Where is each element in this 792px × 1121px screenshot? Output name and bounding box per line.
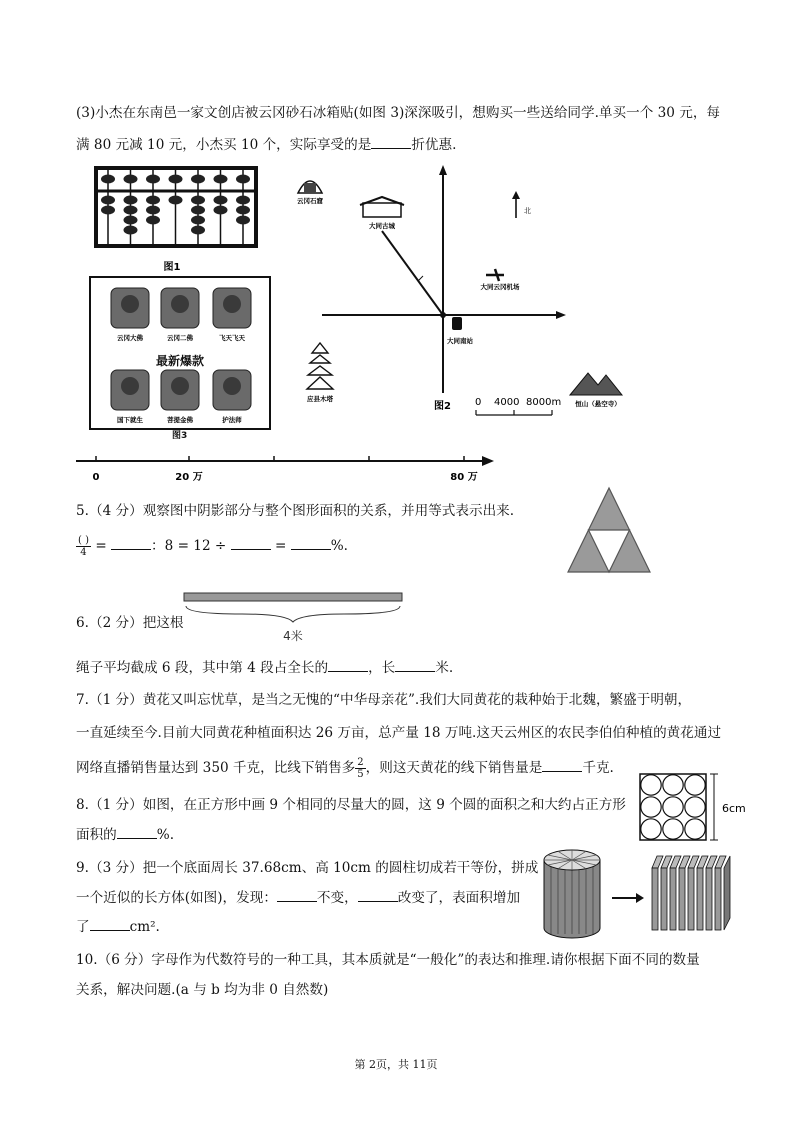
cuboid-slice — [652, 868, 658, 930]
souvenir-label: 云冈大佛 — [117, 334, 143, 342]
abacus-bead — [146, 206, 160, 215]
abacus-bead — [236, 196, 250, 205]
q6-line2a: 绳子平均截成 6 段，其中第 4 段占全长的 — [76, 660, 329, 676]
q6-blank-1[interactable] — [328, 659, 368, 672]
figure3-label: 图3 — [172, 431, 188, 441]
q9-line3a: 了 — [76, 919, 90, 935]
abacus-bead — [146, 196, 160, 205]
abacus-bead — [191, 226, 205, 235]
airplane-icon — [486, 269, 504, 281]
q10-line1: 10.（6 分）字母作为代数符号的一种工具，其本质就是“一般化”的表达和推理.请你根据下面不同的数量 — [76, 952, 700, 968]
q3-line2-text: 满 80 元减 10 元，小杰买 10 个，实际享受的是 — [76, 137, 372, 153]
q6-text: 6.（2 分）把这根 — [76, 615, 184, 631]
q5-blank-2[interactable] — [231, 537, 271, 550]
abacus-bead — [101, 196, 115, 205]
q5-frac-num: ( ) — [78, 535, 89, 546]
q8-circles-figure — [638, 772, 754, 844]
q7-line3 — [76, 756, 614, 780]
cuboid-slices — [652, 856, 730, 930]
abacus-bead — [124, 175, 138, 184]
abacus-bead — [191, 175, 205, 184]
place-hengshan: 恒山（悬空寺） — [575, 400, 621, 408]
inscribed-circle — [641, 775, 661, 795]
side-length-label: 6cm — [722, 802, 746, 815]
cuboid-slice — [670, 868, 676, 930]
abacus-bead — [169, 175, 183, 184]
q7-frac-num: 2 — [357, 757, 364, 768]
q9-line2 — [76, 886, 520, 906]
abacus-bead — [191, 216, 205, 225]
abacus-bead — [146, 216, 160, 225]
q9-line1: 9.（3 分）把一个底面周长 37.68cm、高 10cm 的圆柱切成若干等份，拼成 — [76, 860, 539, 876]
tick-80w: 80 万 — [450, 472, 478, 483]
abacus-bead — [101, 206, 115, 215]
q9-line2c: 改变了，表面积增加 — [397, 890, 521, 906]
place-yingxian-pagoda: 应县木塔 — [307, 395, 333, 403]
wooden-pagoda-icon — [307, 343, 333, 389]
place-datong-airport: 大同云冈机场 — [480, 283, 520, 291]
q6-line2c: 米. — [435, 660, 454, 676]
q8-line2a: 面积的 — [76, 827, 117, 843]
figure3-panel — [89, 276, 271, 430]
q7-line1: 7.（1 分）黄花又叫忘忧草，是当之无愧的“中华母亲花”.我们大同黄花的栽种始于北魏，繁盛于明朝， — [76, 692, 692, 708]
q5-equation — [76, 534, 348, 558]
q9-cylinder-figure — [540, 846, 736, 942]
abacus-bead — [191, 206, 205, 215]
q5-blank-1[interactable] — [111, 537, 151, 550]
inscribed-circle — [685, 775, 705, 795]
inscribed-circle — [685, 797, 705, 817]
map-axis-arrow-up — [439, 165, 447, 175]
q9-blank-2[interactable] — [358, 889, 398, 902]
q8-line2b: %. — [156, 827, 175, 843]
scale-4000: 4000 — [494, 397, 520, 408]
mountain-icon — [570, 373, 622, 395]
north-label: 北 — [524, 207, 531, 215]
q8-line1: 8.（1 分）如图，在正方形中画 9 个相同的尽量大的圆，这 9 个圆的面积之和大约占正方形 — [76, 797, 626, 813]
inscribed-circle — [663, 819, 683, 839]
q8-blank[interactable] — [117, 826, 157, 839]
q7-line3b: ，则这天黄花的线下销售量是 — [365, 760, 543, 776]
q6-line2b: ，长 — [368, 660, 396, 676]
q9-blank-3[interactable] — [90, 918, 130, 931]
scale-8000: 8000m — [526, 397, 562, 408]
inscribed-circle — [641, 819, 661, 839]
q9-line3 — [76, 915, 160, 935]
q5-fraction — [76, 535, 91, 558]
abacus-bead — [191, 196, 205, 205]
rope — [184, 593, 402, 601]
q5-text: 5.（4 分）观察图中阴影部分与整个图形面积的关系，并用等式表示出来. — [76, 503, 515, 519]
q7-line3c: 千克. — [582, 760, 614, 776]
tick-0: 0 — [92, 472, 100, 483]
q7-frac-den: 5 — [357, 769, 364, 780]
tick-20w: 20 万 — [175, 472, 203, 483]
q10-line2: 关系，解决问题.(a 与 b 均为非 0 自然数) — [76, 982, 329, 998]
figure2-label: 图2 — [434, 401, 451, 412]
abacus-bead — [101, 175, 115, 184]
inscribed-circle — [685, 819, 705, 839]
abacus-bead — [236, 175, 250, 184]
abacus-bead — [236, 216, 250, 225]
q6-line2 — [76, 656, 453, 676]
q7-fraction — [355, 757, 365, 780]
abacus-bead — [214, 196, 228, 205]
q9-blank-1[interactable] — [277, 889, 317, 902]
q7-blank[interactable] — [542, 759, 582, 772]
q9-line2a: 一个近似的长方体(如图)，发现： — [76, 890, 277, 906]
cuboid-slice — [661, 868, 667, 930]
number-line — [74, 450, 498, 490]
q7-line3a: 网络直播销售量达到 350 千克，比线下销售多 — [76, 760, 356, 776]
q5-frac-den: 4 — [80, 547, 87, 558]
souvenir-label: 飞天飞天 — [219, 334, 245, 342]
q9-line2b: 不变， — [316, 890, 358, 906]
q6-blank-2[interactable] — [395, 659, 435, 672]
abacus-bead — [124, 196, 138, 205]
page-footer: 第 2页，共 11页 — [354, 1058, 438, 1071]
figure3-title: 最新爆款 — [155, 354, 204, 368]
abacus-bead — [169, 196, 183, 205]
figure2-map — [290, 163, 630, 418]
figure1-abacus — [92, 164, 262, 274]
abacus-rods — [101, 170, 250, 244]
q6-rope-figure — [182, 590, 404, 646]
inscribed-circle — [663, 775, 683, 795]
datong-old-city-icon — [363, 203, 401, 217]
q5-blank-3[interactable] — [291, 537, 331, 550]
cuboid-slice — [697, 868, 703, 930]
souvenir-label: 护法师 — [222, 416, 242, 424]
q5-eq-a: = — [95, 538, 107, 554]
q3-line2 — [76, 133, 456, 153]
map-route-line — [382, 231, 443, 315]
q3-answer-blank[interactable] — [371, 136, 411, 149]
abacus-bead — [236, 206, 250, 215]
abacus-bead — [124, 216, 138, 225]
train-icon — [452, 317, 462, 330]
q9-line3b: cm². — [129, 919, 160, 935]
inscribed-circle — [641, 797, 661, 817]
q8-line2 — [76, 823, 174, 843]
brace — [186, 606, 400, 622]
cuboid-slice — [706, 868, 712, 930]
abacus-bead — [214, 175, 228, 184]
abacus-bead — [146, 175, 160, 184]
q5-triangle-figure — [566, 486, 652, 574]
figure1-label: 图1 — [163, 262, 181, 273]
abacus-bead — [214, 206, 228, 215]
abacus-bead — [124, 226, 138, 235]
inscribed-circle — [663, 797, 683, 817]
place-yungang-grottoes: 云冈石窟 — [297, 197, 323, 205]
q5-eq-c: = — [274, 538, 287, 554]
q3-line2-end: 折优惠. — [411, 137, 457, 153]
figure3-items — [91, 278, 269, 428]
scale-0: 0 — [475, 397, 482, 408]
map-axis-arrow-right — [556, 311, 566, 319]
place-datong-old-city: 大同古城 — [369, 222, 395, 230]
abacus-bead — [124, 206, 138, 215]
cuboid-slice — [715, 868, 721, 930]
rope-length-label: 4米 — [283, 629, 303, 643]
q7-line2: 一直延续至今.目前大同黄花种植面积达 26 万亩，总产量 18 万吨.这天云州区的农民李伯伯种植的黄花通过 — [76, 725, 722, 741]
cuboid-side — [724, 856, 730, 930]
q3-line1: (3)小杰在东南邑一家文创店被云冈砂石冰箱贴(如图 3)深深吸引，想购买一些送给同学.单买一个 30 元，每 — [76, 105, 721, 121]
place-datong-south-station: 大同南站 — [447, 337, 473, 345]
map-origin-dot — [440, 312, 446, 318]
cuboid-slice — [679, 868, 685, 930]
cuboid-slice — [688, 868, 694, 930]
souvenir-label: 国下就生 — [117, 416, 143, 424]
souvenir-label: 菩提金佛 — [167, 416, 193, 424]
q5-eq-b: ：8 = 12 ÷ — [151, 538, 227, 554]
souvenir-label: 云冈二佛 — [167, 334, 193, 342]
number-line-arrow — [482, 456, 494, 466]
q5-eq-d: %. — [330, 538, 348, 554]
